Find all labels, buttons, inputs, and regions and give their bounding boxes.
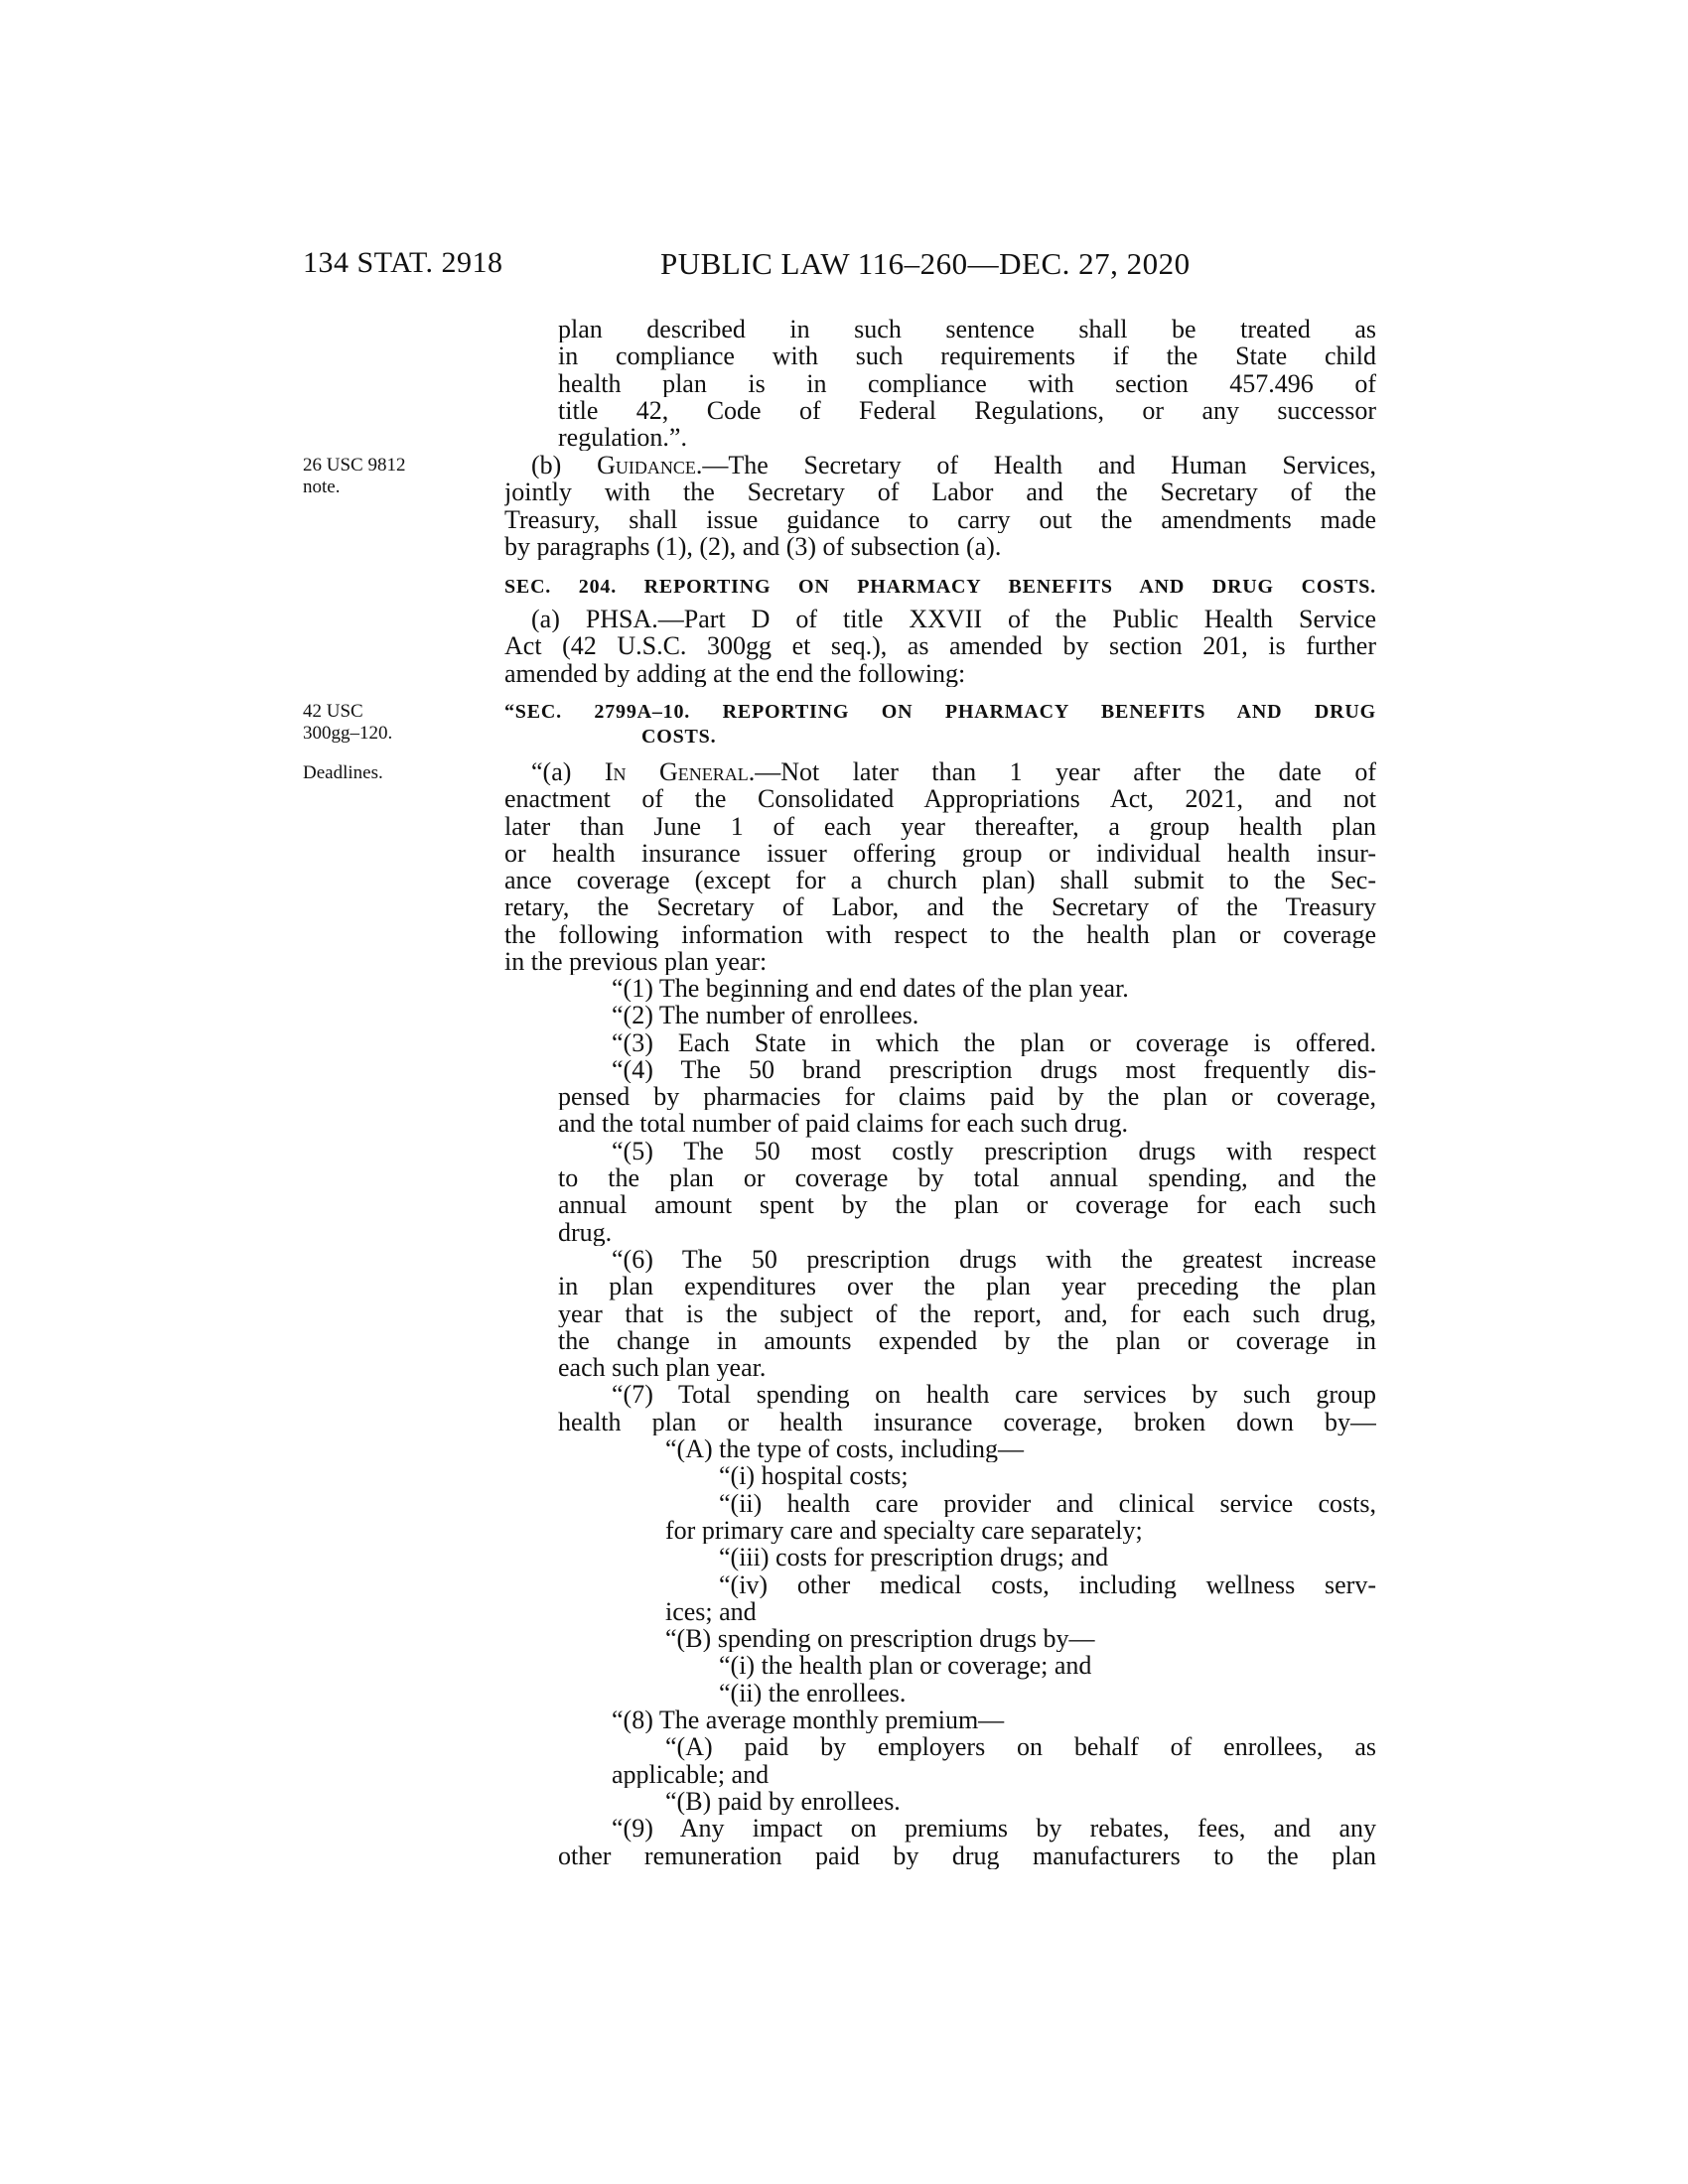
list-item-line: drug.: [558, 1218, 613, 1246]
list-item-line: “(4) The 50 brand prescription drugs most frequently dis-: [612, 1055, 1376, 1084]
list-item-line: “(i) the health plan or coverage; and: [719, 1652, 1092, 1680]
section-2799a-10-heading-cont: COSTS.: [641, 726, 717, 748]
text-line: retary, the Secretary of Labor, and the Secretary of the Treasury: [504, 893, 1376, 921]
guidance-paragraph: [504, 452, 1376, 560]
list-item-line: “(ii) health care provider and clinical service costs,: [719, 1489, 1376, 1517]
text-line: or health insurance issuer offering group or individual health insur-: [504, 839, 1376, 868]
list-item-line: in plan expenditures over the plan year preceding the plan: [558, 1273, 1376, 1300]
list-item-line: “(5) The 50 most costly prescription drugs with respect: [612, 1137, 1376, 1165]
margin-note-line: Deadlines.: [303, 762, 383, 783]
text-line: enactment of the Consolidated Appropriations Act, 2021, and not: [504, 785, 1376, 813]
guidance-first-line: (b) Guidance.—The Secretary of Health and Human Services,: [531, 452, 1376, 479]
margin-note-line: 42 USC: [303, 701, 363, 722]
page-stat-citation: 134 STAT. 2918: [303, 246, 503, 279]
list-item-line: “(9) Any impact on premiums by rebates, fees, and any: [612, 1815, 1376, 1843]
section-204-heading: SEC. 204. REPORTING ON PHARMACY BENEFITS AND DRUG COSTS.: [504, 576, 1376, 598]
text-line: health plan is in compliance with section 457.496 of: [558, 369, 1376, 397]
list-item-line: “(1) The beginning and end dates of the plan year.: [612, 975, 1129, 1003]
text-line: in compliance with such requirements if the State child: [558, 342, 1376, 370]
margin-note-line: 300gg–120.: [303, 723, 393, 744]
list-item-line: other remuneration paid by drug manufacturers to the plan: [558, 1842, 1376, 1869]
margin-note-usc-300gg: [303, 701, 472, 745]
list-item-line: health plan or health insurance coverage, broken down by—: [558, 1408, 1376, 1436]
list-item-line: “(2) The number of enrollees.: [612, 1002, 919, 1029]
list-item-line: “(ii) the enrollees.: [719, 1679, 907, 1707]
margin-note-deadlines: [303, 762, 472, 784]
margin-note-line: 26 USC 9812: [303, 455, 406, 476]
list-item-line: ices; and: [665, 1597, 757, 1626]
list-item-line: “(6) The 50 prescription drugs with the greatest increase: [612, 1245, 1376, 1274]
reporting-items-list: [504, 975, 1376, 1869]
text-line: amended by adding at the end the following:: [504, 659, 966, 687]
list-item-line: “(iii) costs for prescription drugs; and: [719, 1544, 1109, 1571]
list-item-line: the change in amounts expended by the plan or coverage in: [558, 1326, 1376, 1355]
in-general-first-line: “(a) In General.—Not later than 1 year after the date of: [531, 758, 1376, 786]
list-item-line: each such plan year.: [558, 1354, 767, 1382]
list-item-line: “(iv) other medical costs, including wellness serv-: [719, 1570, 1376, 1598]
list-item-line: applicable; and: [612, 1760, 770, 1788]
list-item-line: and the total number of paid claims for each such drug.: [558, 1110, 1128, 1138]
list-item-line: pensed by pharmacies for claims paid by the plan or coverage,: [558, 1083, 1376, 1111]
text-line: jointly with the Secretary of Labor and the Secretary of the: [504, 478, 1376, 506]
text-line: (a) PHSA.—Part D of title XXVII of the Public Health Service: [531, 606, 1376, 633]
text-line: regulation.”.: [558, 424, 687, 452]
list-item-line: for primary care and specialty care separately;: [665, 1516, 1143, 1545]
list-item-line: year that is the subject of the report, and, for each such drug,: [558, 1299, 1376, 1327]
margin-note-line: note.: [303, 477, 341, 497]
text-line: Treasury, shall issue guidance to carry out the amendments made: [504, 505, 1376, 533]
text-line: Act (42 U.S.C. 300gg et seq.), as amended by section 201, is further: [504, 632, 1376, 660]
list-item-line: “(A) the type of costs, including—: [665, 1435, 1025, 1463]
text-line: title 42, Code of Federal Regulations, or any successor: [558, 396, 1376, 425]
section-2799a-10-heading: “SEC. 2799A–10. REPORTING ON PHARMACY BENEFITS AND DRUG: [504, 701, 1376, 723]
text-line: plan described in such sentence shall be treated as: [558, 316, 1376, 343]
amendment-continuation: [504, 316, 1376, 451]
list-item-line: “(B) spending on prescription drugs by—: [665, 1625, 1095, 1653]
list-item-line: “(i) hospital costs;: [719, 1462, 909, 1490]
list-item-line: “(8) The average monthly premium—: [612, 1706, 1005, 1734]
in-general-paragraph: [504, 758, 1376, 975]
text-line: by paragraphs (1), (2), and (3) of subsection (a).: [504, 532, 1002, 561]
text-line: the following information with respect to the health plan or coverage: [504, 920, 1376, 949]
page-title: PUBLIC LAW 116–260—DEC. 27, 2020: [660, 246, 1191, 281]
list-item-line: “(A) paid by employers on behalf of enrollees, as: [665, 1733, 1376, 1761]
text-line: later than June 1 of each year thereafter, a group health plan: [504, 812, 1376, 840]
phsa-paragraph: [504, 606, 1376, 687]
list-item-line: to the plan or coverage by total annual spending, and the: [558, 1164, 1376, 1192]
margin-note-usc-9812: [303, 455, 472, 498]
list-item-line: “(B) paid by enrollees.: [665, 1787, 901, 1816]
text-line: ance coverage (except for a church plan) shall submit to the Sec-: [504, 867, 1376, 894]
text-line: in the previous plan year:: [504, 948, 768, 976]
list-item-line: “(7) Total spending on health care services by such group: [612, 1381, 1376, 1409]
list-item-line: “(3) Each State in which the plan or coverage is offered.: [612, 1028, 1376, 1056]
list-item-line: annual amount spent by the plan or coverage for each such: [558, 1191, 1376, 1219]
